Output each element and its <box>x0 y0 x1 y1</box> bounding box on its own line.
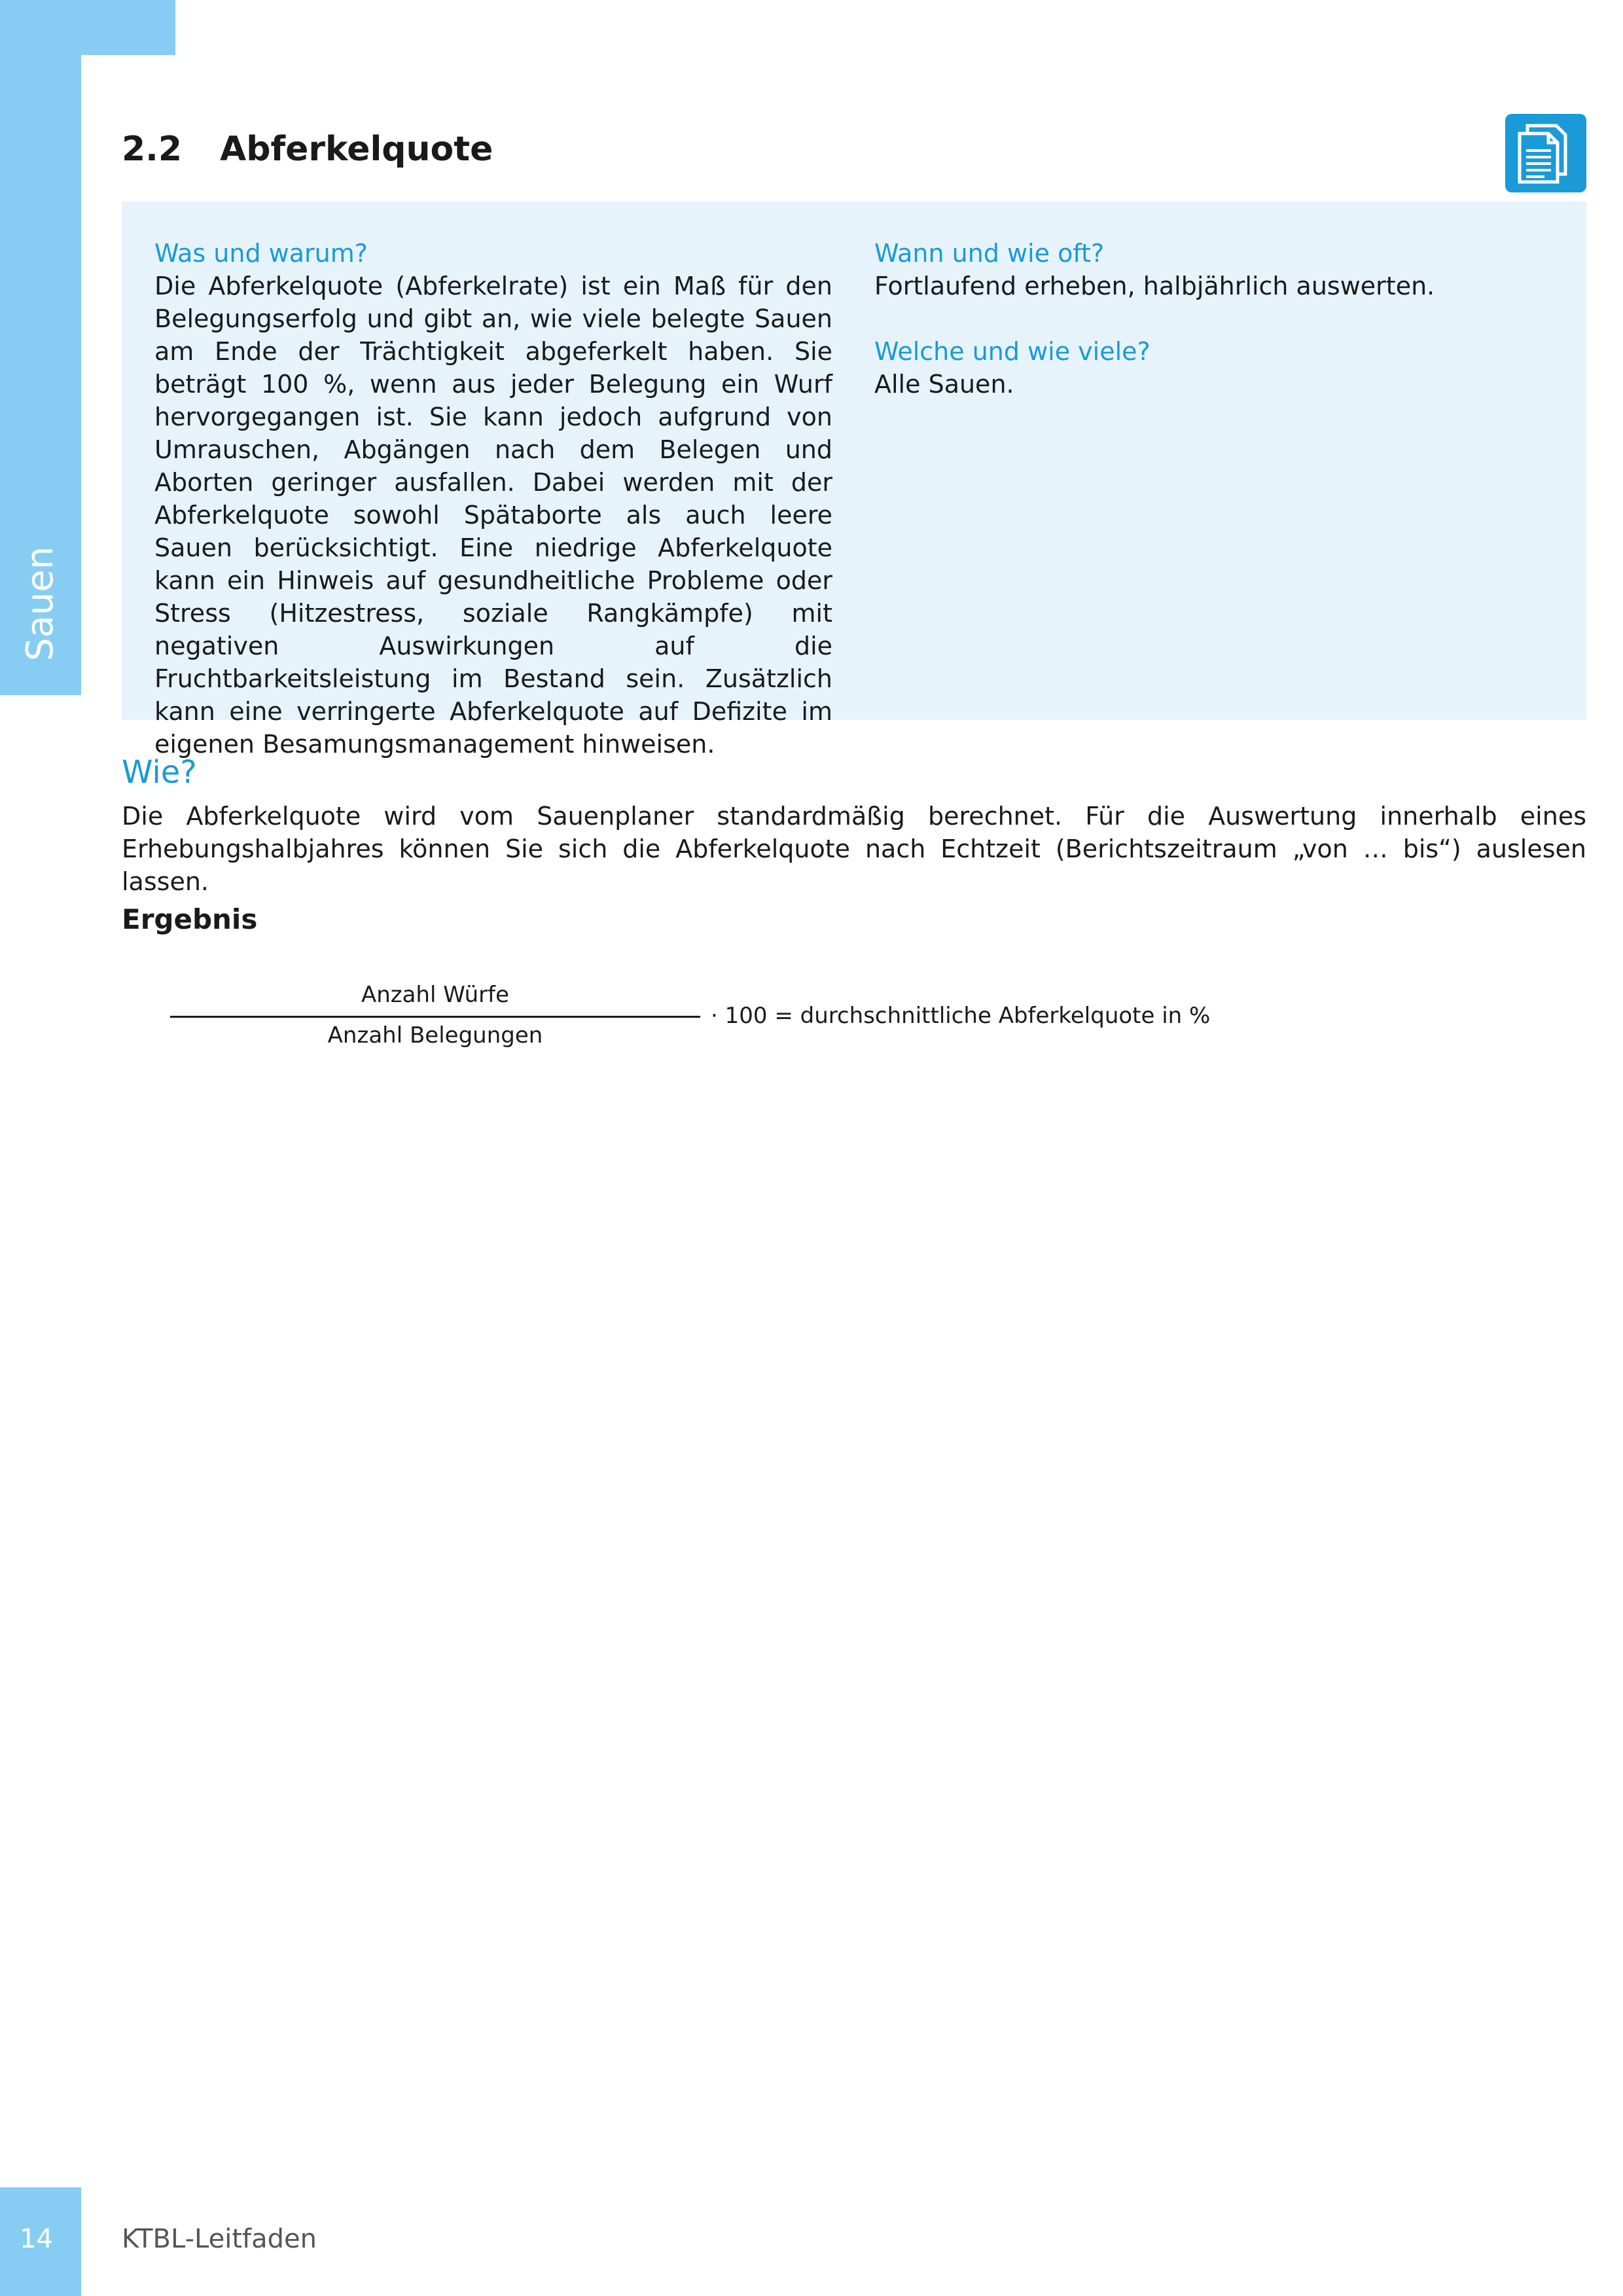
what-why-heading: Was und warum? <box>154 239 368 268</box>
footer-title: KTBL-Leitfaden <box>122 2224 317 2254</box>
when-which-column <box>874 237 1555 401</box>
which-text: Alle Sauen. <box>874 370 1014 399</box>
how-heading: Wie? <box>122 754 197 791</box>
what-why-column <box>154 237 832 761</box>
document-stack-icon <box>1505 114 1586 192</box>
formula-result: · 100 = durchschnittliche Abferkelquote in % <box>711 1003 1211 1029</box>
when-text: Fortlaufend erheben, halbjährlich auswerten. <box>874 272 1435 300</box>
result-heading: Ergebnis <box>122 903 258 935</box>
formula-numerator: Anzahl Würfe <box>361 982 510 1008</box>
fraction-line <box>170 1016 700 1018</box>
side-tab-label: Sauen <box>19 546 62 661</box>
how-text: Die Abferkelquote wird vom Sauenplaner standardmäßig berechnet. Für die Auswertung innerhalb eines Erhebungshalbjahres können Sie sich die Abferkelquote nach Echtzeit (Berichtszeitraum „von … bis“) auslesen lassen. <box>122 802 1586 896</box>
spacer <box>874 302 1555 335</box>
section-number: 2.2 <box>122 130 183 169</box>
when-heading: Wann und wie oft? <box>874 239 1105 268</box>
page-number: 14 <box>20 2224 53 2254</box>
formula-denominator: Anzahl Belegungen <box>327 1022 543 1049</box>
what-why-text: Die Abferkelquote (Abferkelrate) ist ein Maß für den Belegungserfolg und gibt an, wie viele belegte Sauen am Ende der Trächtigkeit abgeferkelt haben. Sie beträgt 100 %, wenn aus jeder Belegung ein Wurf hervorgegangen ist. Sie kann jedoch aufgrund von Umrauschen, Abgängen nach dem Belegen und Aborten geringer ausfallen. Dabei werden mit der Abferkelquote sowohl Spätaborte als auch leere Sauen berücksichtigt. Eine niedrige Abferkelquote kann ein Hinweis auf gesundheitliche Probleme oder Stress (Hitzestress, soziale Rangkämpfe) mit negativen Auswirkungen auf die Fruchtbarkeitsleistung im Bestand sein. Zusätzlich kann eine verringerte Abferkelquote auf Defizite im eigenen Besamungsmanagement hinweisen. <box>154 272 832 759</box>
formula-fraction <box>170 982 700 1054</box>
page-title <box>122 130 493 169</box>
which-heading: Welche und wie viele? <box>874 337 1150 366</box>
section-title-text: Abferkelquote <box>220 130 493 169</box>
